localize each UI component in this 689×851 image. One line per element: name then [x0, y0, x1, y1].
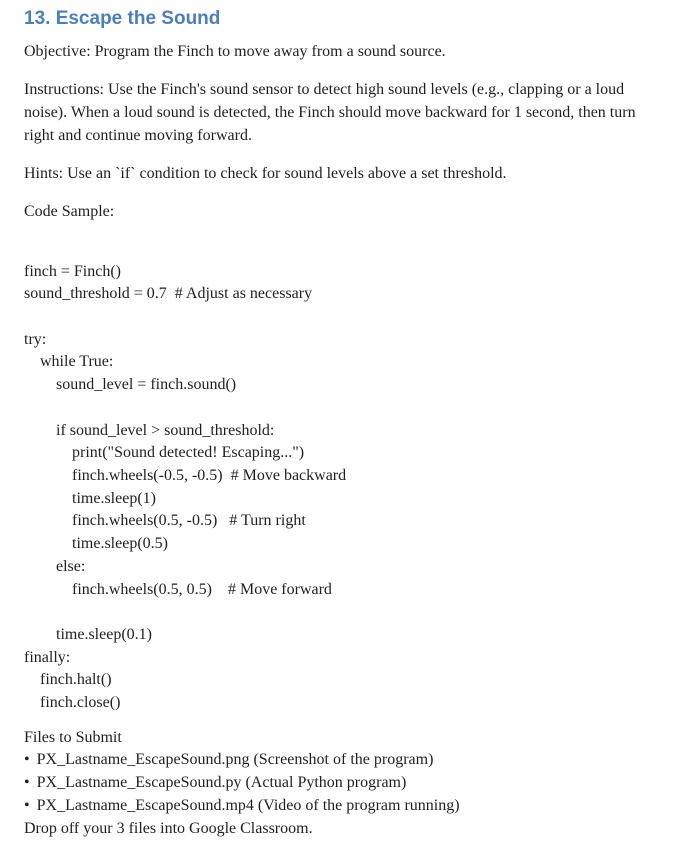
bullet-text: PX_Lastname_EscapeSound.png (Screenshot of the program) — [36, 751, 434, 769]
code-line: sound_threshold = 0.7 # Adjust as necessary — [24, 285, 313, 303]
code-line: finch.halt() — [24, 671, 112, 689]
code-line — [24, 397, 669, 420]
objective-paragraph: Objective: Program the Finch to move away from a sound source. — [24, 43, 446, 60]
bullet-item — [24, 772, 669, 795]
code-sample-label: Code Sample: — [24, 203, 115, 220]
bullet-item — [24, 749, 669, 772]
code-line: if sound_level > sound_threshold: — [24, 421, 275, 439]
hints-paragraph: Hints: Use an `if` condition to check for sound levels above a set threshold. — [24, 165, 507, 182]
bullet-text: PX_Lastname_EscapeSound.mp4 (Video of the program running) — [36, 796, 460, 814]
code-line: finch = Finch() — [24, 262, 121, 280]
bullet-glyph: • — [24, 796, 30, 814]
code-line: time.sleep(0.5) — [24, 535, 168, 553]
code-line: finch.close() — [24, 694, 121, 711]
code-line: finch.wheels(-0.5, -0.5) # Move backward — [24, 466, 347, 484]
code-line: else: — [24, 557, 86, 575]
instructions-paragraph: Instructions: Use the Finch's sound sensor to detect high sound levels (e.g., clapping or a loud noise). When a loud sound is detected, the Finch should move backward for 1 second, then turn right and continue moving forward. — [24, 81, 636, 144]
code-line: time.sleep(1) — [24, 489, 156, 507]
code-line: time.sleep(0.1) — [24, 625, 152, 643]
code-line: finch.wheels(0.5, -0.5) # Turn right — [24, 512, 306, 530]
code-line — [24, 238, 669, 261]
page-title: 13. Escape the Sound — [24, 8, 221, 29]
files-footer: Drop off your 3 files into Google Classroom. — [24, 819, 313, 837]
bullet-text: PX_Lastname_EscapeSound.py (Actual Python program) — [36, 774, 407, 792]
code-sample-block — [24, 238, 669, 715]
code-line: try: — [24, 330, 47, 348]
files-bullet-list — [24, 749, 669, 817]
bullet-glyph: • — [24, 774, 30, 792]
code-line: finch.wheels(0.5, 0.5) # Move forward — [24, 580, 332, 598]
code-line — [24, 306, 669, 329]
code-line: print("Sound detected! Escaping...") — [24, 444, 305, 462]
code-line: sound_level = finch.sound() — [24, 376, 237, 394]
code-line: while True: — [24, 353, 114, 371]
files-section — [24, 727, 669, 841]
code-line — [24, 601, 669, 624]
files-heading: Files to Submit — [24, 728, 122, 746]
code-line: finally: — [24, 648, 71, 666]
bullet-item — [24, 795, 669, 818]
bullet-glyph: • — [24, 751, 30, 769]
